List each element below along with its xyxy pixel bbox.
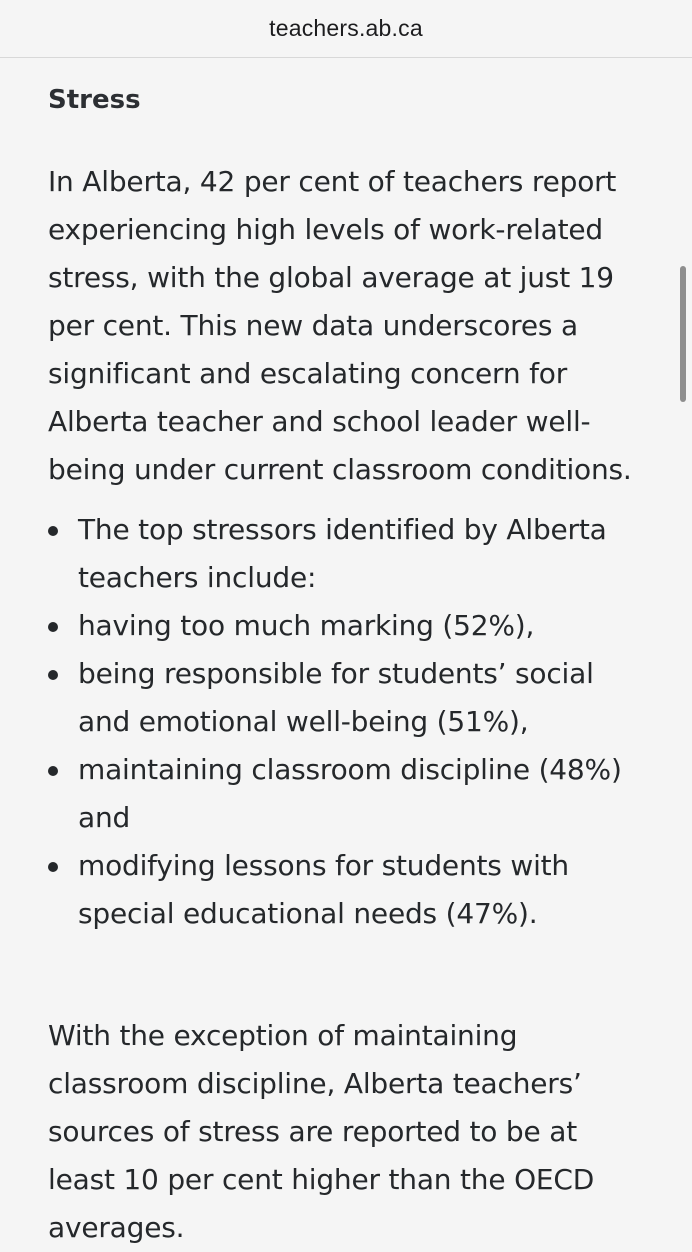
bullet-icon <box>48 670 58 680</box>
article-content <box>48 80 648 1252</box>
bullet-icon <box>48 622 58 632</box>
stressors-list <box>48 506 648 938</box>
list-item-text: having too much marking (52%), <box>78 609 535 642</box>
url-text: teachers.ab.ca <box>269 15 423 41</box>
list-item <box>48 602 648 650</box>
list-item <box>48 746 648 842</box>
list-item <box>48 506 648 602</box>
list-item-text: maintaining classroom discipline (48%) and <box>78 753 622 834</box>
bullet-icon <box>48 862 58 872</box>
scrollbar[interactable] <box>680 266 686 402</box>
list-item <box>48 842 648 938</box>
list-item-text: modifying lessons for students with special educational needs (47%). <box>78 849 569 930</box>
bullet-icon <box>48 766 58 776</box>
section-heading: Stress <box>48 85 141 115</box>
list-item-text: being responsible for students’ social and emotional well-being (51%), <box>78 657 594 738</box>
list-item <box>48 650 648 746</box>
closing-paragraph: With the exception of maintaining classroom discipline, Alberta teachers’ sources of stress are reported to be at least 10 per cent higher than the OECD averages. <box>48 1019 595 1244</box>
list-item-text: The top stressors identified by Alberta teachers include: <box>78 513 607 594</box>
address-bar[interactable] <box>0 0 692 58</box>
intro-paragraph: In Alberta, 42 per cent of teachers report experiencing high levels of work-related stress, with the global average at just 19 per cent. This new data underscores a significant and escalating concern for Alberta teacher and school leader well-being under current classroom conditions. <box>48 165 632 486</box>
bullet-icon <box>48 526 58 536</box>
